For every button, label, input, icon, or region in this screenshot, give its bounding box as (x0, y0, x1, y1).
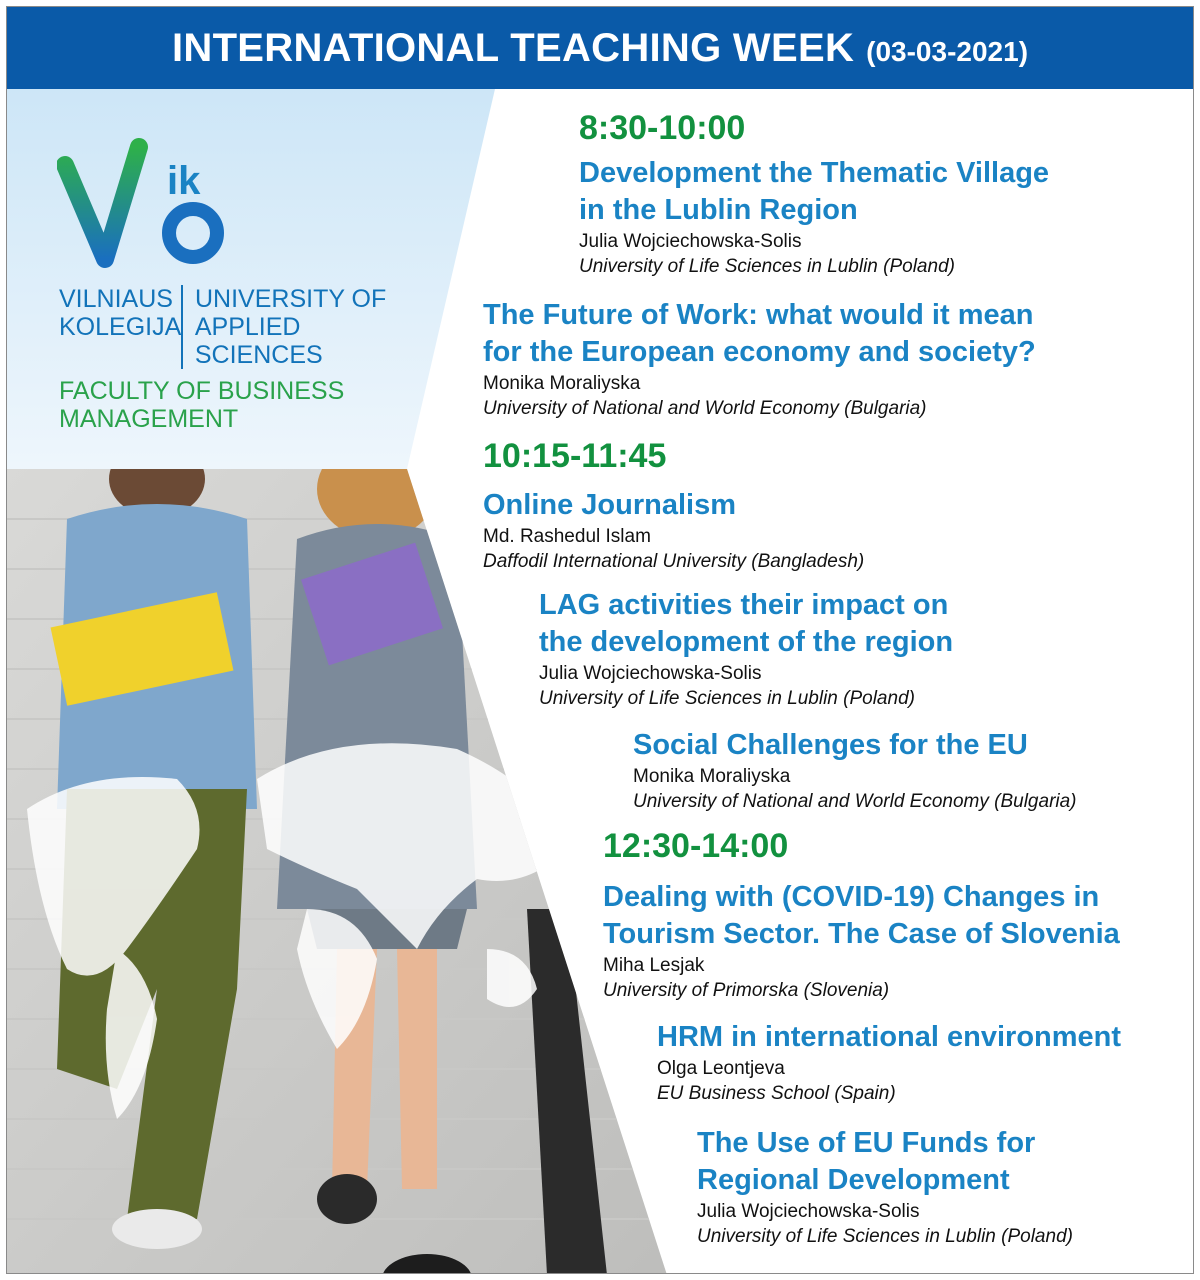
session-4 (539, 587, 953, 711)
session-title: Dealing with (COVID-19) Changes in (603, 881, 1100, 913)
session-7 (657, 1019, 1121, 1106)
session-title: Tourism Sector. The Case of Slovenia (603, 918, 1120, 950)
session-title: The Future of Work: what would it mean (483, 299, 1034, 331)
logo-ik-text: ik (167, 159, 201, 203)
session-affiliation: University of National and World Economy (Bulgaria) (483, 398, 927, 419)
session-affiliation: University of Primorska (Slovenia) (603, 980, 890, 1001)
session-speaker: Monika Moraliyska (483, 373, 641, 394)
session-affiliation: University of Life Sciences in Lublin (Poland) (539, 688, 915, 709)
session-speaker: Miha Lesjak (603, 955, 705, 976)
faculty-line-2: MANAGEMENT (59, 405, 239, 433)
session-affiliation: University of National and World Economy (Bulgaria) (633, 791, 1077, 812)
session-title: Social Challenges for the EU (633, 729, 1028, 761)
session-speaker: Julia Wojciechowska-Solis (697, 1201, 920, 1222)
time-slot-label: 12:30-14:00 (603, 827, 789, 865)
name-lt-1: VILNIAUS (59, 285, 173, 313)
time-slot-label: 8:30-10:00 (579, 109, 746, 147)
session-title: Development the Thematic Village (579, 157, 1050, 189)
session-6 (603, 879, 1120, 1003)
name-lt-2: KOLEGIJA (59, 313, 182, 341)
session-3 (483, 487, 864, 574)
session-2 (483, 297, 1036, 421)
time-slot-2 (483, 437, 666, 475)
session-speaker: Julia Wojciechowska-Solis (539, 663, 762, 684)
session-speaker: Monika Moraliyska (633, 766, 791, 787)
name-en-1: UNIVERSITY OF (195, 285, 387, 313)
agenda (7, 7, 1193, 1273)
session-title: Online Journalism (483, 489, 736, 521)
session-title: Regional Development (697, 1164, 1010, 1196)
event-date: (03-03-2021) (866, 36, 1029, 67)
session-title: the development of the region (539, 626, 954, 658)
name-en-2: APPLIED SCIENCES (194, 313, 323, 369)
session-title: in the Lublin Region (579, 194, 858, 226)
session-5 (633, 727, 1077, 814)
session-8 (697, 1125, 1073, 1249)
session-title: for the European economy and society? (483, 336, 1036, 368)
session-1 (579, 155, 1049, 279)
session-affiliation: Daffodil International University (Bangladesh) (483, 551, 865, 572)
session-affiliation: University of Life Sciences in Lublin (Poland) (697, 1226, 1073, 1247)
time-slot-1 (579, 109, 745, 147)
time-slot-3 (603, 827, 788, 865)
poster-title: INTERNATIONAL TEACHING WEEK (171, 25, 855, 70)
session-speaker: Olga Leontjeva (657, 1058, 785, 1079)
time-slot-label: 10:15-11:45 (483, 437, 667, 475)
session-speaker: Md. Rashedul Islam (483, 526, 651, 547)
session-affiliation: EU Business School (Spain) (657, 1083, 896, 1104)
poster (6, 6, 1194, 1274)
session-title: HRM in international environment (657, 1021, 1122, 1053)
faculty-line-1: FACULTY OF BUSINESS (59, 377, 345, 405)
session-title: LAG activities their impact on (539, 589, 949, 621)
session-affiliation: University of Life Sciences in Lublin (Poland) (579, 256, 955, 277)
session-speaker: Julia Wojciechowska-Solis (579, 231, 802, 252)
session-title: The Use of EU Funds for (697, 1127, 1036, 1159)
